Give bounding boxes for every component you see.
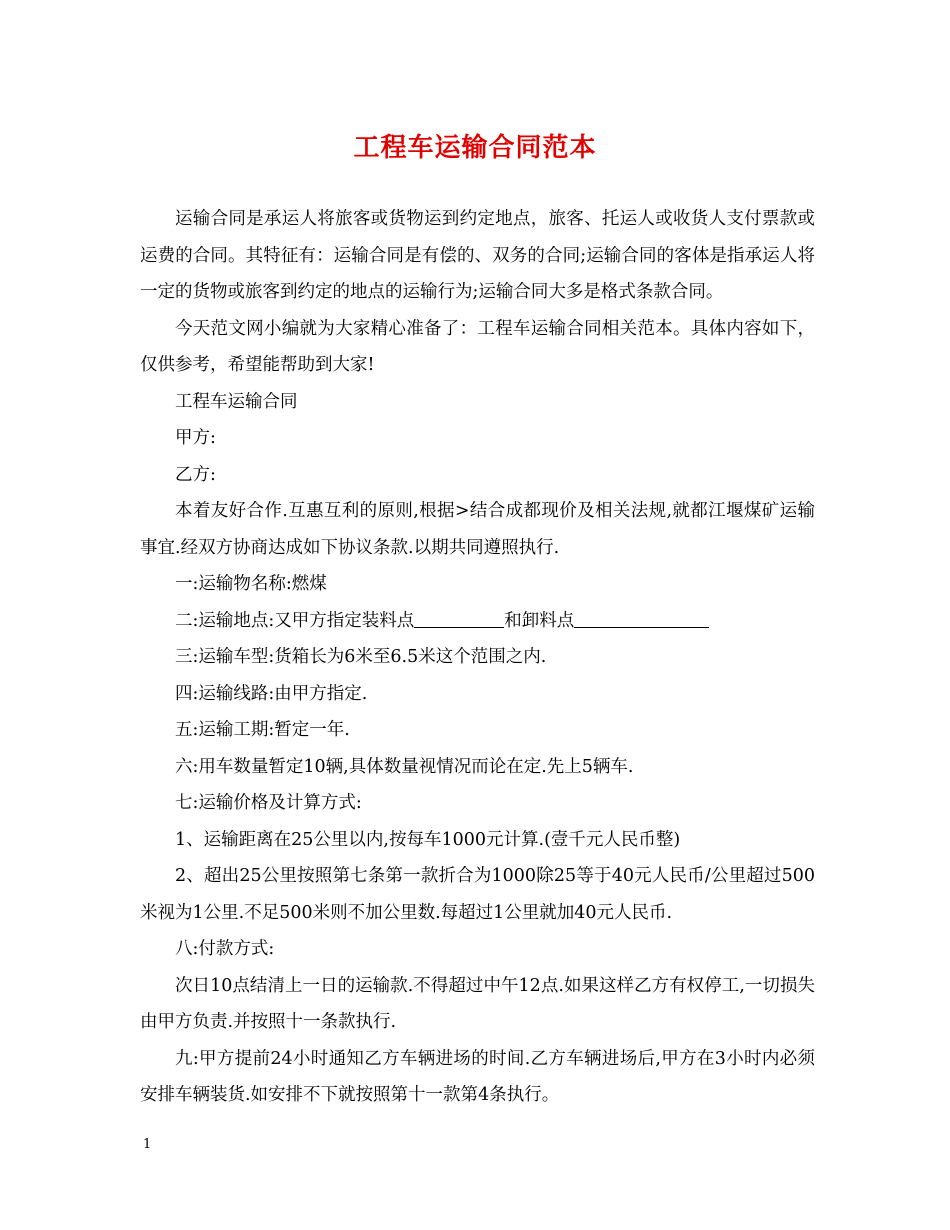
paragraph-intro: 运输合同是承运人将旅客或货物运到约定地点，旅客、托运人或收货人支付票款或运费的合同。其特征有：运输合同是有偿的、双务的合同;运输合同的客体是指承运人将一定的货物或旅客到约定的地点的运输行为;运输合同大多是格式条款合同。	[140, 209, 815, 302]
clause-4: 四:运输线路:由甲方指定.	[175, 683, 368, 704]
document-title: 工程车运输合同范本	[353, 133, 597, 163]
party-a-line: 甲方:	[175, 428, 216, 448]
loading-point-blank	[414, 610, 504, 629]
clause-7-item-2: 2、超出25公里按照第七条第一款折合为1000除25等于40元人民币/公里超过500米视为1公里.不足500米则不加公里数.每超过1公里就加40元人民币.	[140, 866, 815, 923]
clause-8: 八:付款方式:	[175, 939, 275, 959]
clause-3: 三:运输车型:货箱长为6米至6.5米这个范围之内.	[175, 647, 547, 667]
clause-7: 七:运输价格及计算方式:	[175, 793, 362, 813]
clause-5: 五:运输工期:暂定一年.	[175, 720, 350, 740]
clause-7-item-1: 1、运输距离在25公里以内,按每车1000元计算.(壹千元人民币整)	[175, 829, 681, 850]
clause-2	[140, 603, 815, 640]
party-b-line: 乙方:	[175, 464, 216, 485]
clause-1: 一:运输物名称:燃煤	[175, 574, 327, 594]
unloading-point-blank	[574, 610, 709, 629]
clause-2-prefix: 二:运输地点:又甲方指定装料点	[175, 610, 415, 631]
clause-2-middle: 和卸料点	[504, 610, 575, 631]
clause-8-detail: 次日10点结清上一日的运输款.不得超过中午12点.如果这样乙方有权停工,一切损失由甲方负责.并按照十一条款执行.	[140, 975, 815, 1032]
document-body	[140, 201, 815, 1114]
paragraph-principle: 本着友好合作.互惠互利的原则,根据>结合成都现价及相关法规,就都江堰煤矿运输事宜.经双方协商达成如下协议条款.以期共同遵照执行.	[140, 501, 815, 558]
page-number: 1	[143, 1137, 152, 1152]
clause-9: 九:甲方提前24小时通知乙方车辆进场的时间.乙方车辆进场后,甲方在3小时内必须安排车辆装货.如安排不下就按照第十一款第4条执行。	[140, 1048, 815, 1105]
paragraph-preface: 今天范文网小编就为大家精心准备了：工程车运输合同相关范本。具体内容如下，仅供参考，希望能帮助到大家!	[140, 318, 815, 375]
clause-6: 六:用车数量暂定10辆,具体数量视情况而论在定.先上5辆车.	[175, 756, 634, 777]
contract-heading: 工程车运输合同	[175, 391, 298, 412]
